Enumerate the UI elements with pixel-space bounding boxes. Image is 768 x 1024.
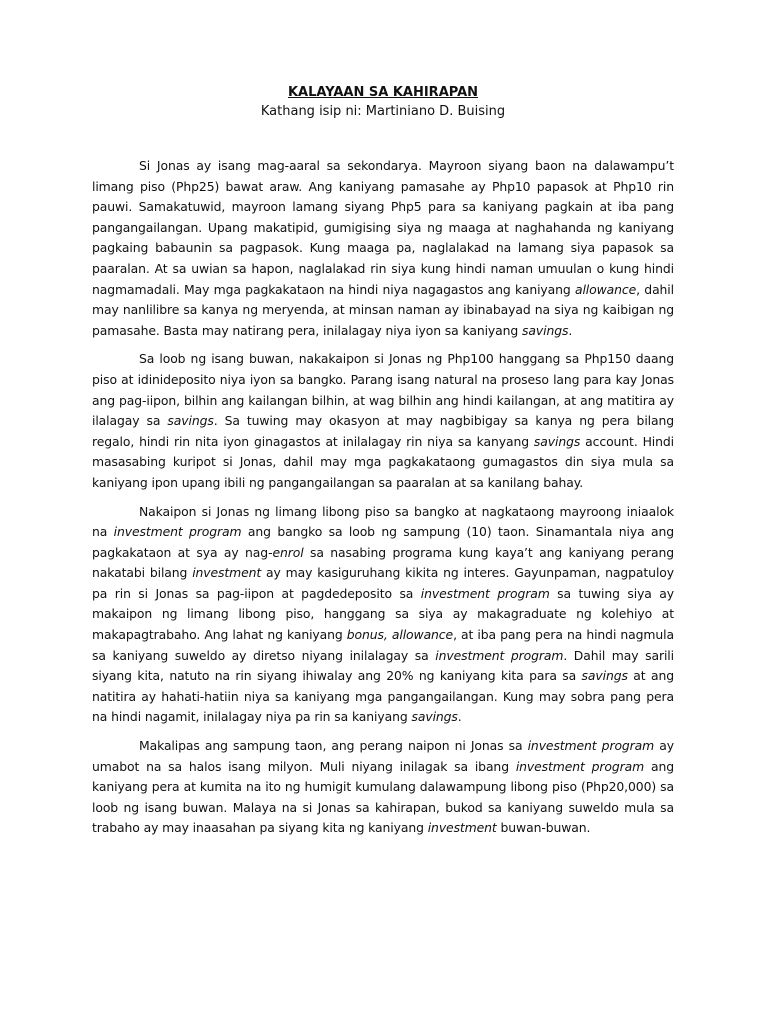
paragraph-3: Nakaipon si Jonas ng limang libong piso sa bangko at nagkataong mayroong iniaalok na investment program ang bangko sa loob ng sampung (10) taon. Sinamantala niya ang pagkakataon at sya ay nag-enrol sa nasabing programa kung kaya’t ang kaniyang perang nakatabi bilang investment ay may kasiguruhang kikita ng interes. Gayunpaman, nagpatuloy pa rin si Jonas sa pag-iipon at pagdedeposito sa investment program sa tuwing siya ay makaipon ng limang libong piso, hanggang sa siya ay makagraduate ng kolehiyo at makapagtrabaho. Ang lahat ng kaniyang bonus, allowance, at iba pang pera na hindi nagmula sa kaniyang suweldo ay diretso niyang inilalagay sa investment program. Dahil may sarili siyang kita, natuto na rin siyang ihiwalay ang 20% ng kaniyang kita para sa savings at ang natitira ay hahati-hatiin niya sa kaniyang mga pangangailangan. Kung may sobra pang pera na hindi nagamit, inilalagay niya pa rin sa kaniyang savings. (92, 503, 674, 725)
paragraph-4: Makalipas ang sampung taon, ang perang naipon ni Jonas sa investment program ay umabot na sa halos isang milyon. Muli niyang inilagak sa ibang investment program ang kaniyang pera at kumita na ito ng humigit kumulang dalawampung libong piso (Php20,000) sa loob ng isang buwan. Malaya na si Jonas sa kahirapan, bukod sa kaniyang suweldo mula sa trabaho ay may inaasahan pa siyang kita ng kaniyang investment buwan-buwan. (92, 738, 675, 836)
italic-term: enrol (272, 544, 304, 560)
author-line: Kathang isip ni: Martiniano D. Buising (260, 104, 506, 119)
italic-term: investment (192, 565, 262, 581)
document-title: KALAYAAN SA KAHIRAPAN (287, 85, 479, 100)
italic-term: savings (167, 413, 214, 429)
italic-term: bonus, allowance (346, 627, 454, 643)
italic-term: savings (533, 433, 581, 449)
paragraph-1: Si Jonas ay isang mag-aaral sa sekondarya. Mayroon siyang baon na dalawampu’t limang piso (Php25) bawat araw. Ang kaniyang pamasahe ay Php10 papasok at Php10 rin pauwi. Samakatuwid, mayroon lamang siyang Php5 para sa kaniyang pagkain at iba pang pangangailangan. Upang makatipid, gumigising siya ng maaga at naghahanda ng kaniyang pagkaing babaunin sa pagpasok. Kung maaga pa, naglalakad na lamang siya papasok sa paaralan. At sa uwian sa hapon, naglalakad rin siya kung hindi naman umuulan o kung hindi nagmamadali. May mga pagkakataon na hindi niya nagagastos ang kaniyang allowance, dahil may nanlilibre sa kanya ng meryenda, at minsan naman ay ibinabayad na siya ng kaibigan ng pamasahe. Basta may natirang pera, inilalagay niya iyon sa kaniyang savings. (92, 158, 674, 338)
italic-term: investment program (515, 758, 645, 774)
italic-term: investment program (113, 524, 242, 540)
italic-term: allowance (574, 281, 637, 297)
italic-term: savings (522, 322, 569, 338)
italic-term: investment program (527, 738, 655, 754)
italic-term: savings (581, 668, 628, 684)
document-page (92, 84, 674, 847)
italic-term: investment (427, 820, 497, 836)
italic-term: investment program (435, 647, 564, 663)
italic-term: savings (411, 709, 458, 725)
italic-term: investment program (420, 585, 550, 601)
paragraph-2: Sa loob ng isang buwan, nakakaipon si Jonas ng Php100 hanggang sa Php150 daang piso at idinideposito niya iyon sa bangko. Parang isang natural na proseso lang para kay Jonas ang pag-iipon, bilhin ang kailangan bilhin, at wag bilhin ang hindi kailangan, at ang matitira ay ilalagay sa savings. Sa tuwing may okasyon at may nagbibigay sa kanya ng pera bilang regalo, hindi rin nita iyon ginagastos at inilalagay rin niya sa kanyang savings account. Hindi masasabing kuripot si Jonas, dahil may mga pagkakataong gumagastos din siya mula sa kaniyang ipon upang ibili ng pangangailangan sa paaralan at sa kanilang bahay. (92, 351, 675, 490)
